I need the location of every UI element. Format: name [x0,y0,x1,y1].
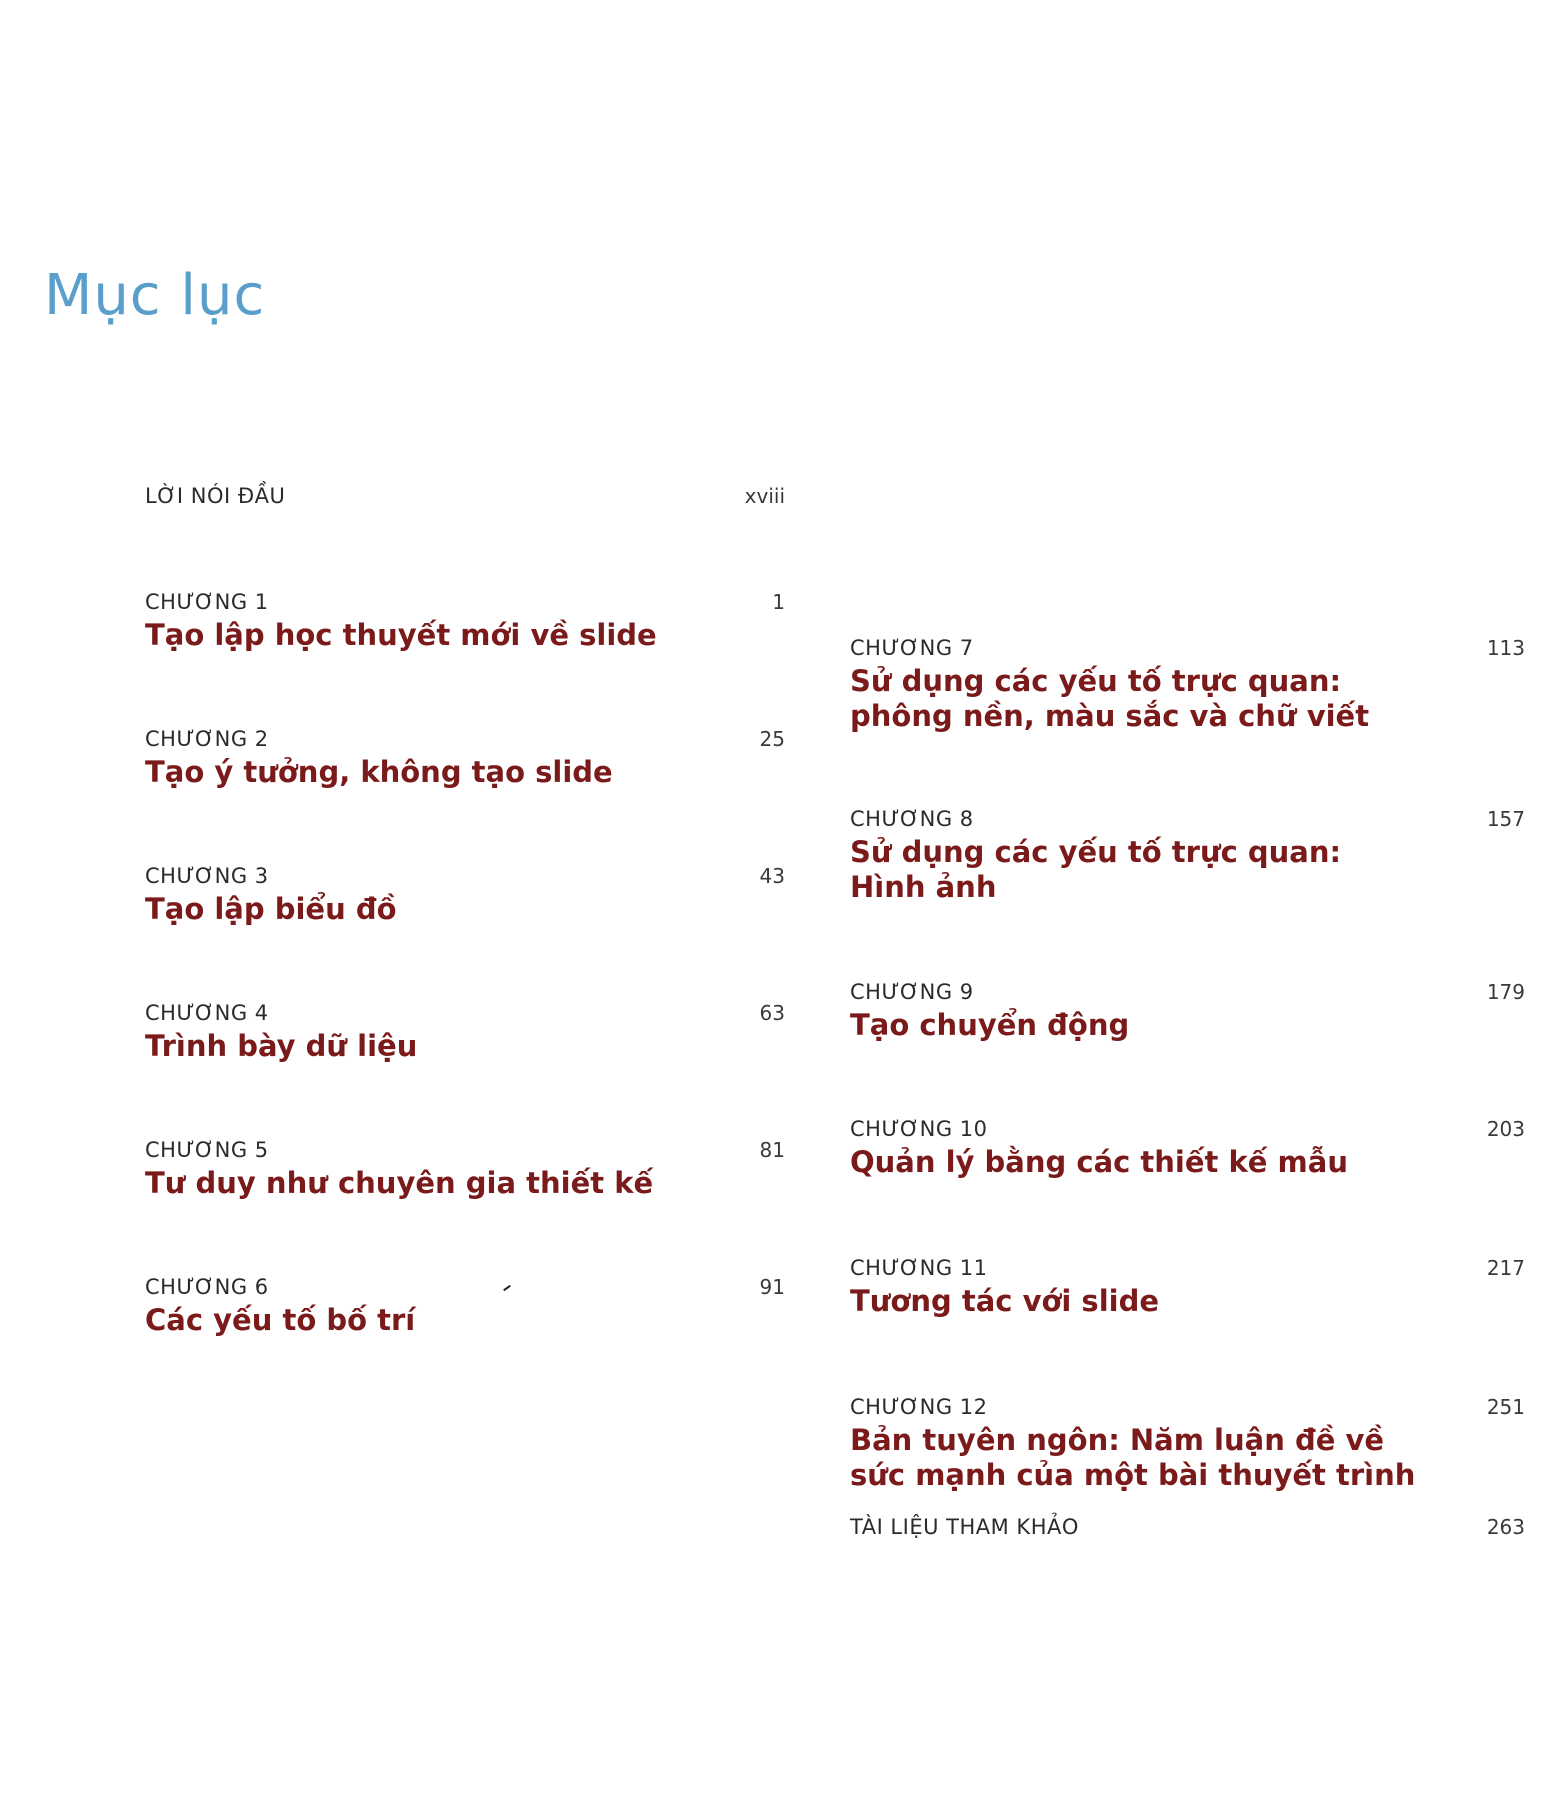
chapter-label: CHƯƠNG 4 [145,1001,269,1025]
chapter-label: CHƯƠNG 5 [145,1138,269,1162]
chapter-label: CHƯƠNG 9 [850,980,974,1004]
chapter-title: Bản tuyên ngôn: Năm luận đề về sức mạnh của một bài thuyết trình [850,1423,1416,1492]
chapter-label: CHƯƠNG 12 [850,1395,988,1419]
chapter-title: Tạo lập biểu đồ [145,892,397,926]
chapter-page-number: 43 [759,864,785,888]
chapter-title: Các yếu tố bố trí [145,1303,416,1337]
chapter-page-number: 217 [1486,1256,1525,1280]
chapter-label: CHƯƠNG 1 [145,590,269,614]
chapter-page-number: 25 [759,727,785,751]
chapter-title: Tư duy như chuyên gia thiết kế [145,1166,654,1200]
chapter-page-number: 81 [759,1138,785,1162]
chapter-label: CHƯƠNG 6 [145,1275,269,1299]
chapter-title: Tương tác với slide [850,1284,1160,1318]
chapter-page-number: 113 [1486,636,1525,660]
page-title: Mục lục [44,263,266,328]
chapter-label: CHƯƠNG 8 [850,807,974,831]
chapter-label: CHƯƠNG 2 [145,727,269,751]
chapter-page-number: 1 [772,590,785,614]
references-label: TÀI LIỆU THAM KHẢO [850,1515,1079,1539]
chapter-title: Sử dụng các yếu tố trực quan: phông nền, màu sắc và chữ viết [850,664,1370,733]
chapter-page-number: 63 [759,1001,785,1025]
chapter-title: Trình bày dữ liệu [145,1029,418,1063]
chapter-page-number: 157 [1486,807,1525,831]
stray-mark [503,1285,511,1291]
chapter-label: CHƯƠNG 11 [850,1256,988,1280]
chapter-title: Tạo lập học thuyết mới về slide [145,618,657,652]
chapter-label: CHƯƠNG 10 [850,1117,988,1141]
chapter-label: CHƯƠNG 3 [145,864,269,888]
chapter-label: CHƯƠNG 7 [850,636,974,660]
preface-label: LỜI NÓI ĐẦU [145,484,286,508]
chapter-title: Tạo chuyển động [850,1008,1130,1042]
references-page-number: 263 [1486,1515,1525,1539]
chapter-title: Sử dụng các yếu tố trực quan: Hình ảnh [850,835,1342,904]
chapter-page-number: 91 [759,1275,785,1299]
chapter-page-number: 203 [1486,1117,1525,1141]
chapter-page-number: 251 [1486,1395,1525,1419]
chapter-title: Quản lý bằng các thiết kế mẫu [850,1145,1348,1179]
preface-page-number: xviii [744,484,785,508]
chapter-page-number: 179 [1486,980,1525,1004]
chapter-title: Tạo ý tưởng, không tạo slide [145,755,613,789]
